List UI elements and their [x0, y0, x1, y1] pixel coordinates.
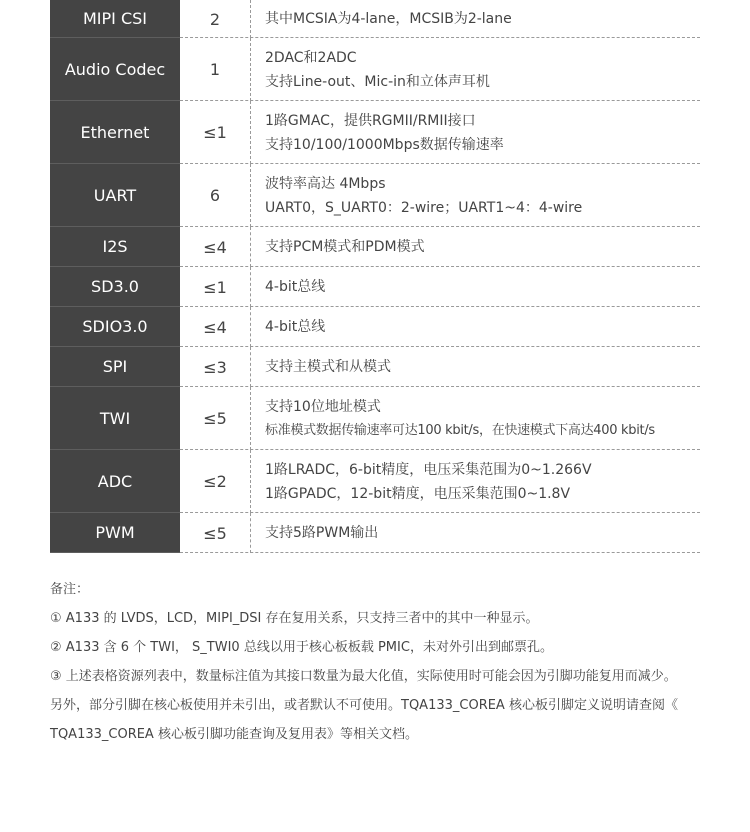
interface-description: [251, 101, 700, 164]
description-line: 标准模式数据传输速率可达100 kbit/s，在快速模式下高达400 kbit/s: [265, 422, 655, 438]
description-line: UART0，S_UART0：2-wire；UART1~4：4-wire: [265, 199, 583, 216]
interface-name: SDIO3.0: [50, 307, 180, 347]
table-row: [50, 101, 700, 164]
interface-name: Audio Codec: [50, 38, 180, 101]
description-line: 1路LRADC，6-bit精度，电压采集范围为0~1.266V: [265, 461, 592, 478]
table-row: [50, 513, 700, 553]
table-row: [50, 227, 700, 267]
interface-description: [251, 387, 700, 450]
interface-name: Ethernet: [50, 101, 180, 164]
interface-count: 2: [180, 0, 251, 38]
interface-description: [251, 0, 700, 38]
description-line: 4-bit总线: [265, 279, 326, 295]
interface-description: [251, 267, 700, 307]
interface-name: MIPI CSI: [50, 0, 180, 38]
interface-name: SPI: [50, 347, 180, 387]
note-line: 另外，部分引脚在核心板使用并未引出，或者默认不可使用。TQA133_COREA 核心板引脚定义说明请查阅《: [50, 698, 678, 713]
description-line: 其中MCSIA为4-lane，MCSIB为2-lane: [265, 11, 512, 27]
interface-count: ≤5: [180, 387, 251, 450]
description-line: 支持主模式和从模式: [265, 359, 391, 375]
interface-count: ≤1: [180, 101, 251, 164]
interface-description: [251, 513, 700, 553]
interface-description: [251, 38, 700, 101]
interface-name: I2S: [50, 227, 180, 267]
table-row: [50, 307, 700, 347]
interface-count: 1: [180, 38, 251, 101]
interface-description: [251, 227, 700, 267]
interface-spec-table: [50, 0, 700, 553]
description-line: 支持10/100/1000Mbps数据传输速率: [265, 136, 504, 153]
description-line: 1路GPADC，12-bit精度，电压采集范围0~1.8V: [265, 485, 571, 502]
table-row: [50, 267, 700, 307]
description-line: 支持10位地址模式: [265, 398, 381, 415]
interface-count: ≤3: [180, 347, 251, 387]
interface-name: PWM: [50, 513, 180, 553]
interface-count: ≤4: [180, 227, 251, 267]
interface-description: [251, 450, 700, 513]
description-line: 2DAC和2ADC: [265, 49, 357, 66]
interface-name: UART: [50, 164, 180, 227]
table-row: [50, 387, 700, 450]
description-line: 支持5路PWM输出: [265, 525, 379, 541]
note-line: TQA133_COREA 核心板引脚功能查询及复用表》等相关文档。: [50, 727, 418, 742]
interface-name: SD3.0: [50, 267, 180, 307]
note-line: ③ 上述表格资源列表中，数量标注值为其接口数量为最大化值，实际使用时可能会因为引脚功能复用而减少。: [50, 669, 677, 684]
note-line: ② A133 含 6 个 TWI， S_TWI0 总线以用于核心板板载 PMIC，未对外引出到邮票孔。: [50, 640, 553, 655]
interface-description: [251, 347, 700, 387]
note-line: ① A133 的 LVDS，LCD，MIPI_DSI 存在复用关系，只支持三者中的其中一种显示。: [50, 611, 539, 626]
description-line: 1路GMAC，提供RGMII/RMII接口: [265, 112, 476, 129]
description-line: 支持Line-out、Mic-in和立体声耳机: [265, 73, 490, 90]
table-row: [50, 450, 700, 513]
description-line: 波特率高达 4Mbps: [265, 175, 386, 192]
table-row: [50, 38, 700, 101]
notes-section: [50, 575, 730, 749]
table-row: [50, 347, 700, 387]
interface-count: ≤5: [180, 513, 251, 553]
interface-count: 6: [180, 164, 251, 227]
notes-title: 备注：: [50, 582, 90, 597]
interface-count: ≤1: [180, 267, 251, 307]
interface-description: [251, 307, 700, 347]
interface-name: TWI: [50, 387, 180, 450]
description-line: 支持PCM模式和PDM模式: [265, 239, 425, 255]
interface-description: [251, 164, 700, 227]
interface-name: ADC: [50, 450, 180, 513]
table-row: [50, 0, 700, 38]
description-line: 4-bit总线: [265, 319, 326, 335]
interface-count: ≤4: [180, 307, 251, 347]
interface-count: ≤2: [180, 450, 251, 513]
table-row: [50, 164, 700, 227]
